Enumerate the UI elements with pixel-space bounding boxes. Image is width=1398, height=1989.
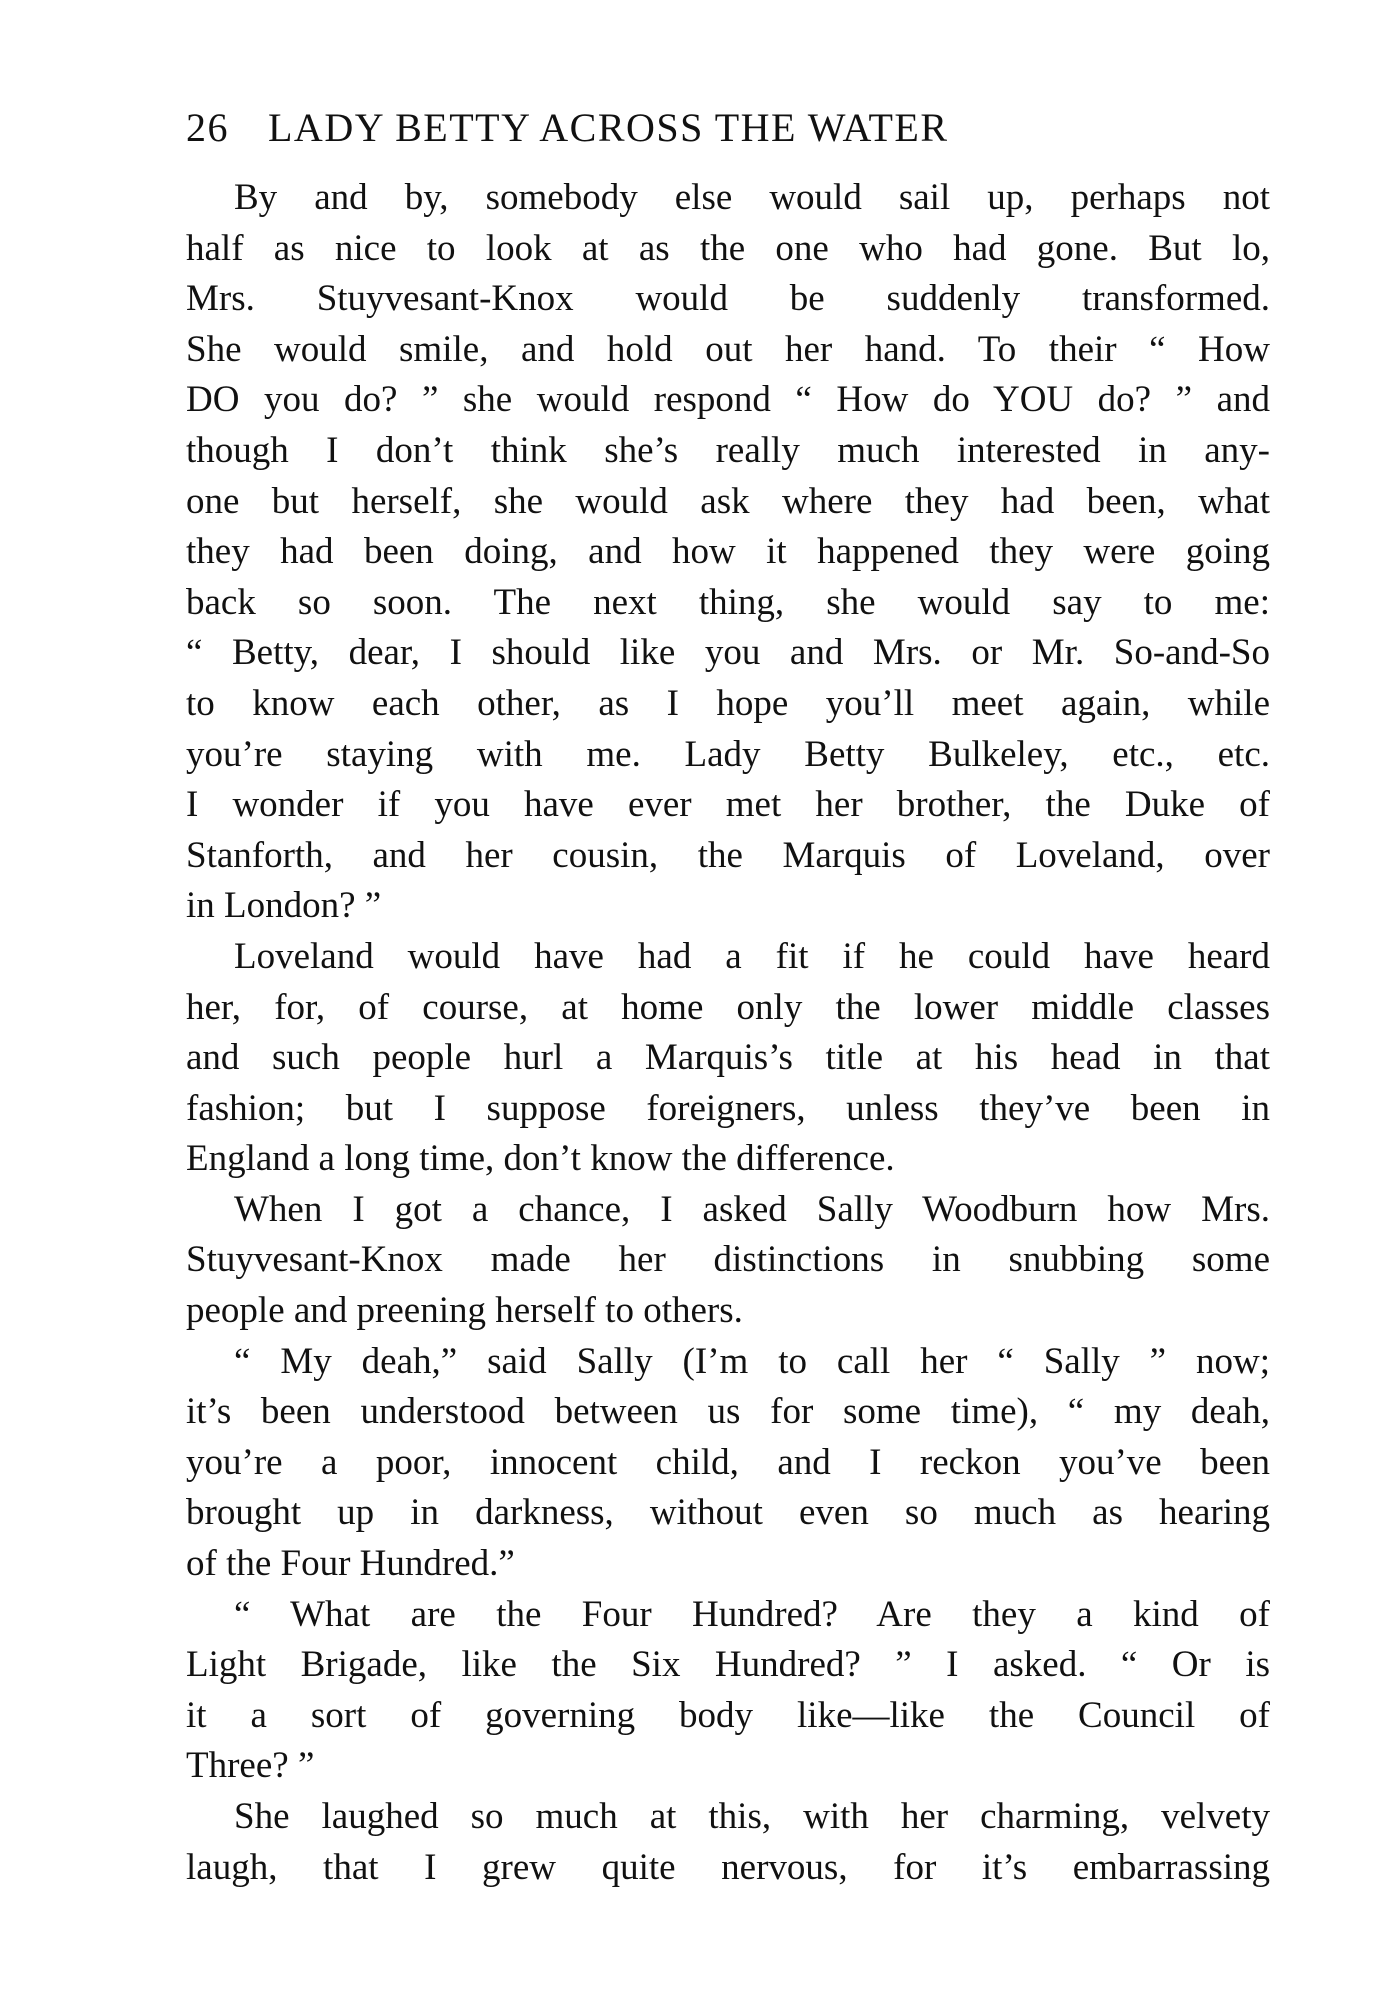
text-line: “ Betty, dear, I should like you and Mrs. or Mr. So-and-So — [186, 632, 1270, 674]
text-line: laugh, that I grew quite nervous, for it’s embarrassing — [186, 1846, 1270, 1888]
body-text — [186, 173, 1270, 1893]
text-line: When I got a chance, I asked Sally Woodburn how Mrs. — [234, 1188, 1270, 1230]
text-line: though I don’t think she’s really much interested in any- — [186, 429, 1270, 471]
paragraph — [186, 1792, 1270, 1893]
paragraph — [186, 932, 1270, 1185]
text-line: England a long time, don’t know the difference. — [186, 1138, 895, 1180]
text-line: half as nice to look at as the one who had gone. But lo, — [186, 227, 1270, 269]
text-line: you’re a poor, innocent child, and I reckon you’ve been — [186, 1441, 1270, 1483]
text-line: Loveland would have had a fit if he could have heard — [234, 935, 1270, 977]
text-line: Stuyvesant-Knox made her distinctions in snubbing some — [186, 1239, 1270, 1281]
running-head: LADY BETTY ACROSS THE WATER — [268, 105, 949, 150]
text-line: “ What are the Four Hundred? Are they a kind of — [234, 1593, 1270, 1635]
text-line: it a sort of governing body like—like the Council of — [186, 1694, 1270, 1736]
page-number: 26 — [186, 105, 229, 150]
paragraph — [186, 1590, 1270, 1792]
text-line: By and by, somebody else would sail up, perhaps not — [234, 177, 1270, 218]
text-line: She laughed so much at this, with her charming, velvety — [234, 1796, 1270, 1837]
text-line: and such people hurl a Marquis’s title at his head in that — [186, 1037, 1270, 1079]
text-line: of the Four Hundred.” — [186, 1543, 515, 1585]
page-header — [186, 98, 1306, 158]
text-line: one but herself, she would ask where they had been, what — [186, 480, 1270, 522]
text-line: people and preening herself to others. — [186, 1290, 743, 1332]
text-line: “ My deah,” said Sally (I’m to call her “ Sally ” now; — [234, 1340, 1270, 1382]
text-line: DO you do? ” she would respond “ How do YOU do? ” and — [186, 379, 1270, 421]
text-line: they had been doing, and how it happened they were going — [186, 531, 1270, 573]
paragraph — [186, 1337, 1270, 1590]
text-line: fashion; but I suppose foreigners, unless they’ve been in — [186, 1087, 1270, 1129]
text-line: Stanforth, and her cousin, the Marquis of Loveland, over — [186, 834, 1270, 876]
text-line: I wonder if you have ever met her brother, the Duke of — [186, 784, 1270, 826]
text-line: Three? ” — [186, 1745, 315, 1787]
text-line: to know each other, as I hope you’ll meet again, while — [186, 682, 1270, 724]
text-line: back so soon. The next thing, she would say to me: — [186, 581, 1270, 623]
text-line: She would smile, and hold out her hand. To their “ How — [186, 328, 1270, 370]
text-line: her, for, of course, at home only the lower middle classes — [186, 986, 1270, 1028]
text-line: in London? ” — [186, 885, 382, 927]
text-line: brought up in darkness, without even so much as hearing — [186, 1492, 1270, 1534]
paragraph — [186, 173, 1270, 932]
paragraph — [186, 1185, 1270, 1337]
text-line: Mrs. Stuyvesant-Knox would be suddenly transformed. — [186, 278, 1270, 320]
text-line: you’re staying with me. Lady Betty Bulkeley, etc., etc. — [186, 733, 1270, 775]
text-line: it’s been understood between us for some time), “ my deah, — [186, 1391, 1270, 1433]
text-line: Light Brigade, like the Six Hundred? ” I asked. “ Or is — [186, 1644, 1270, 1686]
